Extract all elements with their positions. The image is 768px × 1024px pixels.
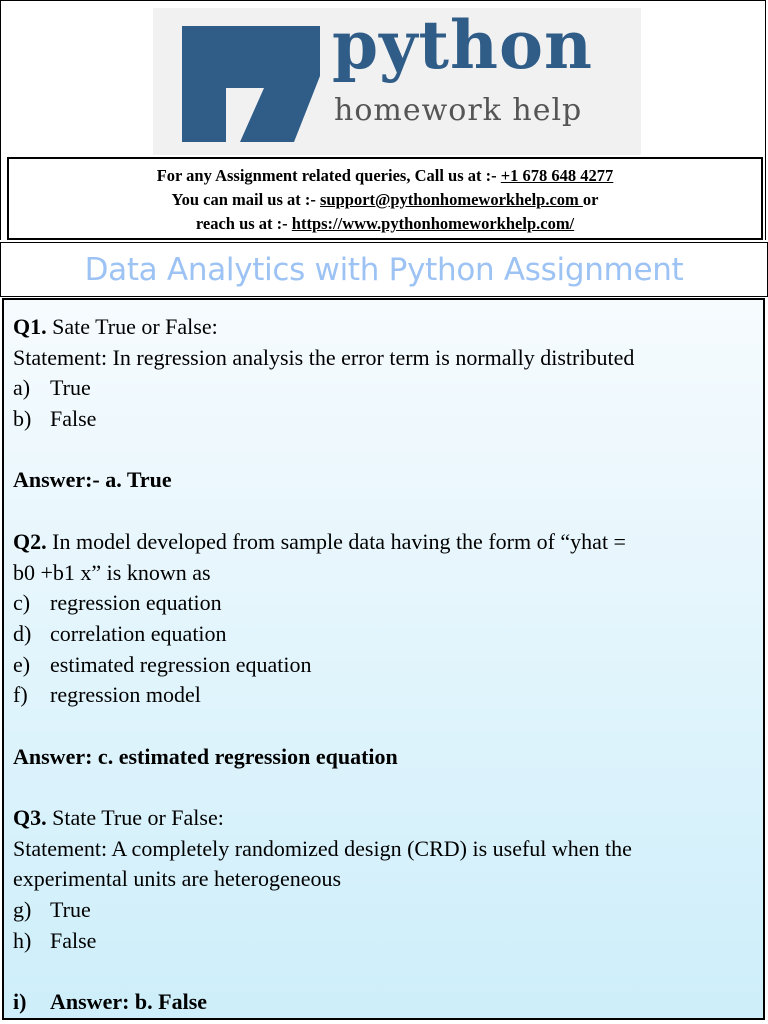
logo-subtitle: homework help [334, 93, 583, 128]
phone-link[interactable]: +1 678 648 4277 [500, 166, 614, 185]
q3-option-h: h) False [13, 927, 97, 953]
q3-option-g: g) True [13, 897, 91, 923]
q2-option-d: d) correlation equation [13, 620, 227, 646]
q2-answer: Answer: c. estimated regression equation [13, 743, 398, 769]
contact-line-website: reach us at :- https://www.pythonhomeworkhelp.com/ [195, 214, 575, 233]
q1-prompt: Q1. Sate True or False: [13, 314, 218, 339]
email-link[interactable]: support@pythonhomeworkhelp.com [320, 190, 583, 209]
logo-mark-icon [182, 26, 320, 142]
q1-statement: Statement: In regression analysis the error term is normally distributed [13, 344, 635, 370]
q3-statement-cont: experimental units are heterogeneous [13, 866, 342, 892]
logo-wordmark: python [332, 6, 593, 84]
q2-prompt: Q2. In model developed from sample data having the form of “yhat = [13, 528, 626, 554]
title-band [0, 242, 768, 297]
q2-option-f: f) regression model [13, 682, 201, 708]
website-link[interactable]: https://www.pythonhomeworkhelp.com/ [291, 214, 575, 233]
contact-line-phone: For any Assignment related queries, Call us at :- +1 678 648 4277 [156, 166, 614, 185]
contact-line-email: You can mail us at :- support@pythonhomeworkhelp.com or [171, 190, 599, 209]
q2-option-e: e) estimated regression equation [13, 651, 312, 677]
contact-box [7, 157, 763, 240]
q3-statement: Statement: A completely randomized design (CRD) is useful when the [13, 835, 632, 861]
page-title: Data Analytics with Python Assignment [84, 252, 684, 288]
q1-answer: Answer:- a. True [13, 467, 172, 493]
q1-option-a: a) True [13, 375, 91, 401]
q2-prompt-cont: b0 +b1 x” is known as [13, 559, 211, 585]
q3-answer: i) Answer: b. False [13, 989, 208, 1015]
q1-option-b: b) False [13, 406, 97, 432]
q3-prompt: Q3. State True or False: [13, 805, 224, 830]
questions-panel [2, 298, 765, 1020]
q2-option-c: c) regression equation [13, 590, 222, 616]
